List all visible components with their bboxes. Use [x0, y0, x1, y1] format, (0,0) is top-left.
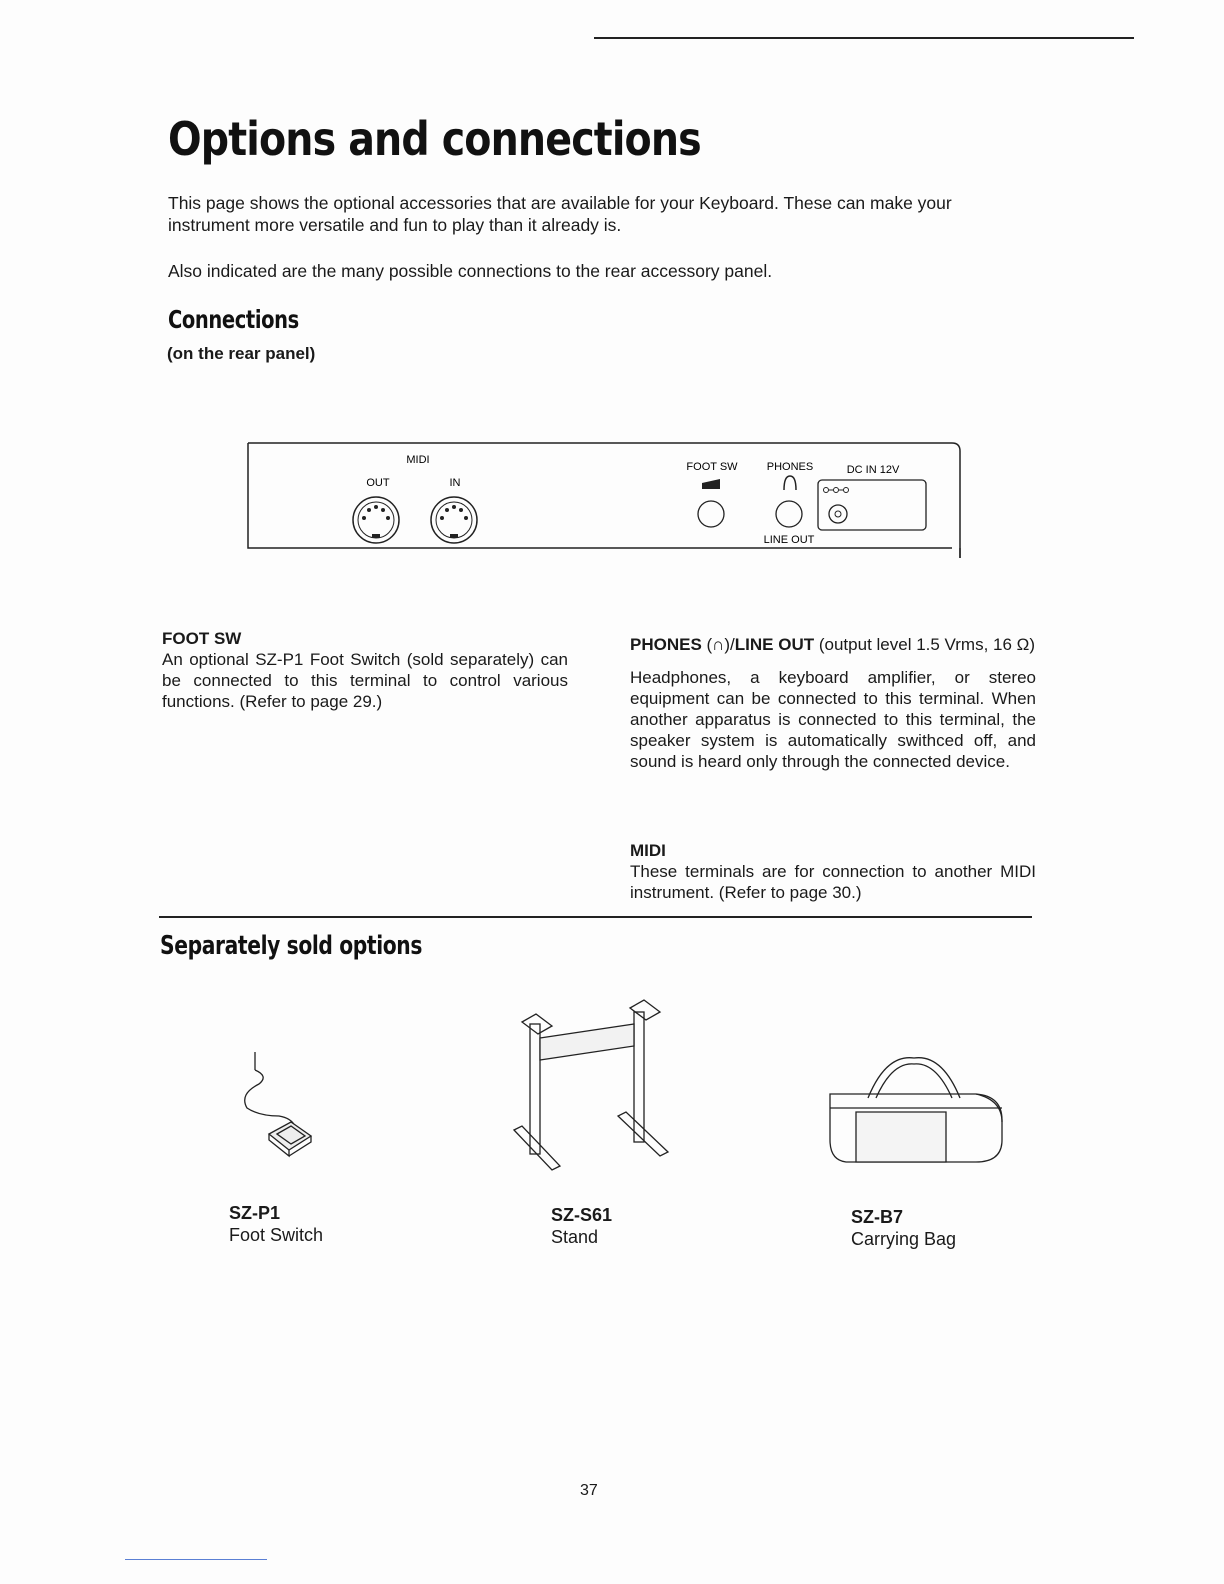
panel-dc-in-label: DC IN 12V — [846, 464, 900, 476]
option-model: SZ-P1 — [229, 1203, 281, 1223]
panel-phones-label: PHONES — [766, 461, 814, 473]
dc-polarity-icon — [824, 488, 849, 493]
connections-subheading: (on the rear panel) — [167, 344, 316, 363]
foot-switch-illustration — [225, 1050, 325, 1160]
panel-line-out-label: LINE OUT — [763, 534, 815, 546]
foot-sw-section — [162, 628, 568, 712]
carrying-bag-illustration — [826, 1050, 1006, 1170]
intro-paragraph-1: This page shows the optional accessories that are available for your Keyboard. These can make your instrument more versatile and fun to play than it already is. — [168, 193, 952, 235]
phones-title-symbol: (∩)/ — [701, 635, 735, 654]
option-model: SZ-S61 — [551, 1205, 613, 1225]
panel-out-label: OUT — [366, 477, 390, 489]
option-name: Foot Switch — [229, 1225, 324, 1245]
intro-paragraph-2: Also indicated are the many possible connections to the rear accessory panel. — [168, 261, 773, 281]
phones-title-bold2: LINE OUT — [734, 635, 815, 654]
panel-foot-sw-label: FOOT SW — [686, 461, 738, 473]
options-heading: Separately sold options — [160, 931, 423, 961]
foot-sw-title: FOOT SW — [162, 629, 242, 648]
phones-title-bold: PHONES — [630, 635, 702, 654]
option-caption-3 — [851, 1206, 956, 1250]
bottom-rule — [125, 1559, 267, 1560]
top-rule — [594, 37, 1134, 39]
headphones-icon — [784, 476, 796, 490]
phones-title — [630, 634, 1036, 655]
option-caption-2 — [551, 1204, 612, 1248]
phones-text: Headphones, a keyboard amplifier, or stereo equipment can be connected to this terminal. When another apparatus is connected to this terminal, the speaker system is automatically swithced off, and sound is heard only through the connected device. — [630, 668, 1036, 771]
phones-title-rest: (output level 1.5 Vrms, 16 Ω) — [814, 635, 1036, 654]
midi-section — [630, 840, 1036, 903]
section-divider — [159, 916, 1032, 918]
dc-in-jack-pin — [835, 511, 841, 517]
midi-title: MIDI — [630, 841, 666, 860]
dc-in-jack — [829, 505, 847, 523]
phones-section — [630, 634, 1036, 772]
foot-sw-text: An optional SZ-P1 Foot Switch (sold separately) can be connected to this terminal to control various functions. (Refer to page 29.) — [162, 650, 568, 711]
foot-sw-jack — [698, 501, 724, 527]
option-caption-1 — [229, 1202, 323, 1246]
option-name: Carrying Bag — [851, 1229, 957, 1249]
rear-panel-diagram — [240, 440, 970, 570]
panel-midi-label: MIDI — [406, 454, 430, 466]
midi-text: These terminals are for connection to another MIDI instrument. (Refer to page 30.) — [630, 862, 1036, 902]
page-title: Options and connections — [168, 112, 701, 166]
midi-out-port — [353, 497, 399, 543]
option-name: Stand — [551, 1227, 599, 1247]
foot-switch-icon — [702, 479, 720, 489]
stand-illustration — [500, 990, 690, 1180]
panel-in-label: IN — [449, 477, 461, 489]
midi-in-port — [431, 497, 477, 543]
option-model: SZ-B7 — [851, 1207, 904, 1227]
page-number: 37 — [580, 1482, 598, 1499]
connections-heading: Connections — [168, 305, 299, 334]
phones-jack — [776, 501, 802, 527]
